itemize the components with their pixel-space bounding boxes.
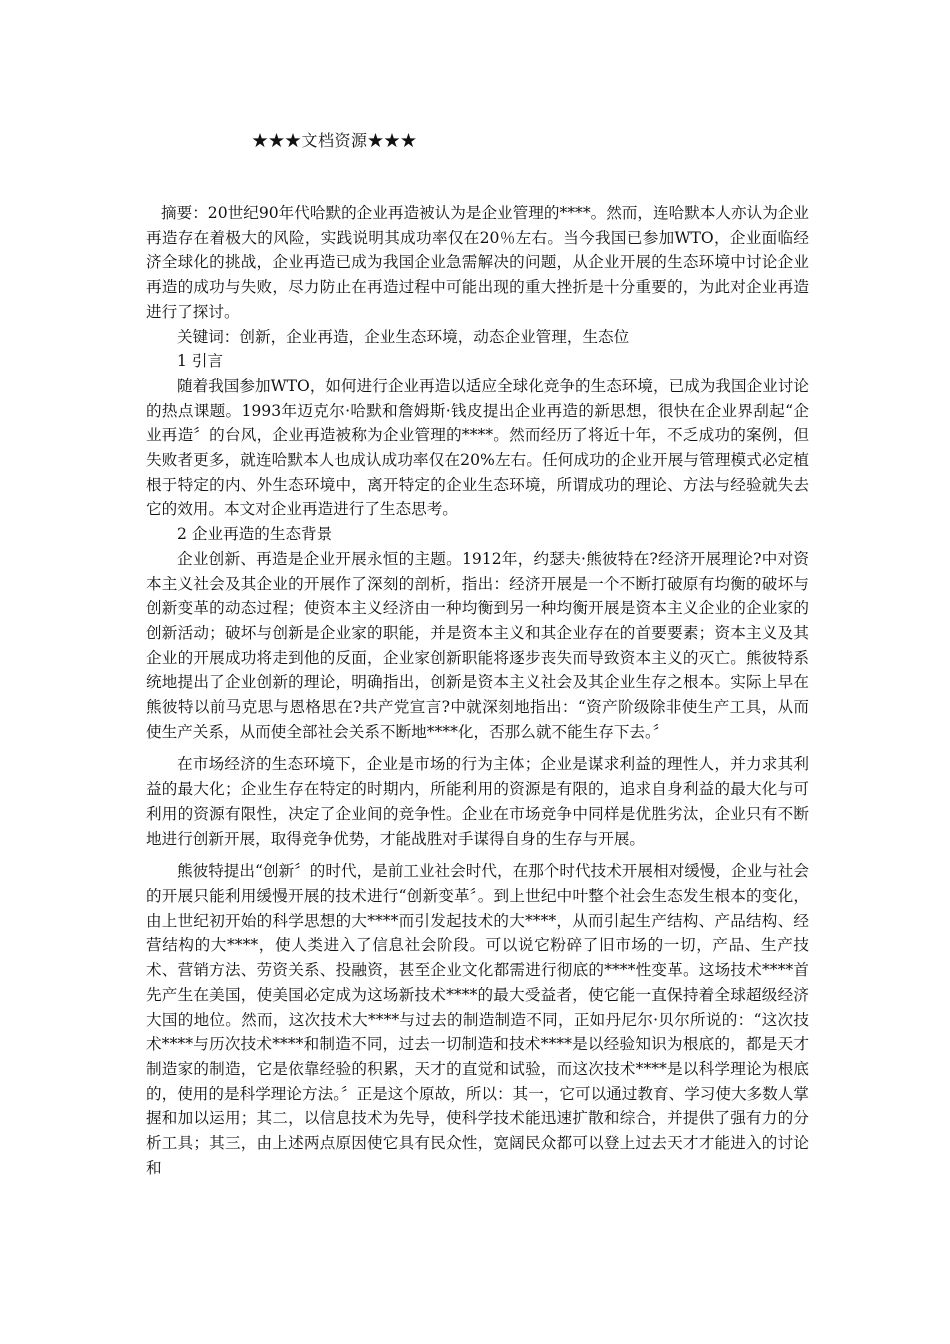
- section-heading-ecological-background: 2 企业再造的生态背景: [177, 525, 333, 544]
- keywords-line: 关键词：创新，企业再造，企业生态环境，动态企业管理，生态位: [177, 327, 630, 346]
- body-paragraph: 企业创新、再造是企业开展永恒的主题。1912年，约瑟夫·熊彼特在?经济开展理论?中对资本主义社会及其企业的开展作了深刻的剖析，指出：经济开展是一个不断打破原有均衡的破坏与创新变革的动态过程；使资本主义经济由一种均衡到另一种均衡开展是资本主义企业的企业家的创新活动；破坏与创新是企业家的职能，并是资本主义和其企业存在的首要要素；资本主义及其企业的开展成功将走到他的反面，企业家创新职能将逐步丧失而导致资本主义的灭亡。熊彼特系统地提出了企业创新的理论，明确指出，创新是资本主义社会及其企业生存之根本。实际上早在熊彼特以前马克思与恩格思在?共产党宣言?中就深刻地指出：“资产阶级除非使生产工具，从而使生产关系，从而使全部社会关系不断地****化，否那么就不能生存下去。〞: [146, 549, 809, 741]
- document-header: ★★★文档资源★★★: [252, 131, 418, 150]
- abstract-paragraph: 摘要：20世纪90年代哈默的企业再造被认为是企业管理的****。然而，连哈默本人亦认为企业再造存在着极大的风险，实践说明其成功率仅在20％左右。当今我国已参加WTO，企业面临经济全球化的挑战，企业再造已成为我国企业急需解决的问题，从企业开展的生态环境中讨论企业再造的成功与失败，尽力防止在再造过程中可能出现的重大挫折是十分重要的，为此对企业再造进行了探讨。: [146, 204, 809, 321]
- section-heading-introduction: 1 引言: [177, 352, 224, 371]
- document-body: [146, 201, 809, 1180]
- body-paragraph: 在市场经济的生态环境下，企业是市场的行为主体；企业是谋求利益的理性人，并力求其利益的最大化；企业生存在特定的时期内，所能利用的资源是有限的，追求自身利益的最大化与可利用的资源有限性，决定了企业间的竞争性。企业在市场竞争中同样是优胜劣汰，企业只有不断地进行创新开展，取得竞争优势，才能战胜对手谋得自身的生存与开展。: [146, 755, 809, 848]
- body-paragraph: 熊彼特提出“创新〞的时代，是前工业社会时代，在那个时代技术开展相对缓慢，企业与社会的开展只能利用缓慢开展的技术进行“创新变革〞。到上世纪中叶整个社会生态发生根本的变化，由上世纪初开始的科学思想的大****而引发起技术的大****，从而引起生产结构、产品结构、经营结构的大****，使人类进入了信息社会阶段。可以说它粉碎了旧市场的一切，产品、生产技术、营销方法、劳资关系、投融资，甚至企业文化都需进行彻底的****性变革。这场技术****首先产生在美国，使美国必定成为这场新技术****的最大受益者，使它能一直保持着全球超级经济大国的地位。然而，这次技术大****与过去的制造制造不同，正如丹尼尔·贝尔所说的：“这次技术****与历次技术****和制造不同，过去一切制造和技术****是以经验知识为根底的，都是天才制造家的制造，它是依靠经验的积累，天才的直觉和试验，而这次技术****是以科学理论为根底的，使用的是科学理论方法。〞正是这个原故，所以：其一，它可以通过教育、学习使大多数人掌握和加以运用；其二，以信息技术为先导，使科学技术能迅速扩散和综合，并提供了强有力的分析工具；其三，由上述两点原因使它具有民众性，宽阔民众都可以登上过去天才才能进入的讨论和: [146, 862, 809, 1177]
- body-paragraph: 随着我国参加WTO，如何进行企业再造以适应全球化竞争的生态环境，已成为我国企业讨论的热点课题。1993年迈克尔·哈默和詹姆斯·钱皮提出企业再造的新思想，很快在企业界刮起“企业再造〞的台风，企业再造被称为企业管理的****。然而经历了将近十年，不乏成功的案例，但失败者更多，就连哈默本人也成认成功率仅在20%左右。任何成功的企业开展与管理模式必定植根于特定的内、外生态环境中，离开特定的企业生态环境，所谓成功的理论、方法与经验就失去它的效用。本文对企业再造进行了生态思考。: [146, 376, 809, 519]
